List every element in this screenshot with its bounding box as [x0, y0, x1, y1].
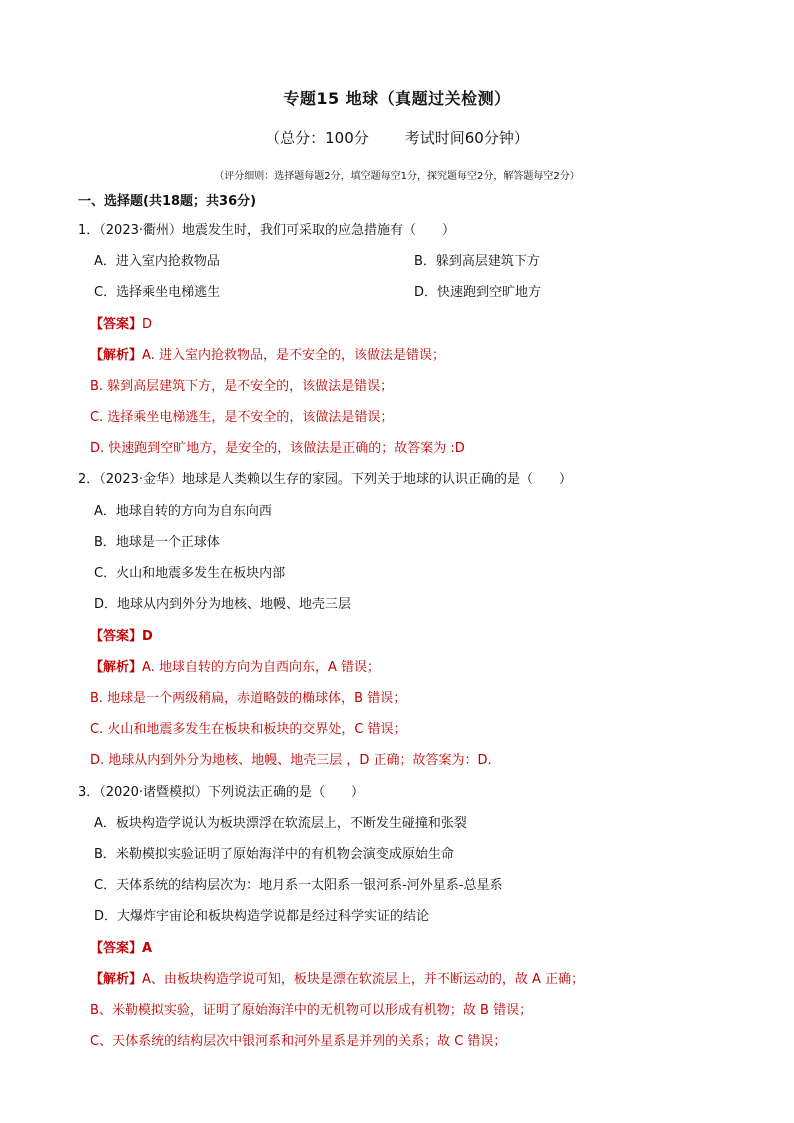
q1-option-d: D．快速跑到空旷地方	[414, 285, 542, 300]
q1-option-b: B．躲到高层建筑下方	[414, 254, 540, 269]
q1-option-c: C．选择乘坐电梯逃生	[94, 285, 221, 300]
page-title: 专题15 地球（真题过关检测）	[283, 89, 511, 108]
q1-analysis-line: 【解析】A. 进入室内抢救物品，是不安全的，该做法是错误；	[90, 348, 445, 363]
q3-analysis-line: B、米勒模拟实验，证明了原始海洋中的无机物可以形成有机物；故 B 错误；	[90, 1003, 533, 1018]
q2-analysis-line: D. 地球从内到外分为地核、地幔、地壳三层 ，D 正确；故答案为：D.	[90, 753, 492, 768]
question-3-stem: 3．（2020·诸暨模拟）下列说法正确的是（ ）	[78, 785, 364, 800]
question-2-stem: 2．（2023·金华）地球是人类赖以生存的家园。下列关于地球的认识正确的是（ ）	[78, 472, 572, 487]
q3-option-a: A．板块构造学说认为板块漂浮在软流层上，不断发生碰撞和张裂	[94, 816, 467, 831]
q1-analysis-line: C. 选择乘坐电梯逃生，是不安全的，该做法是错误；	[90, 410, 394, 425]
q2-option-b: B．地球是一个正球体	[94, 535, 220, 550]
q3-analysis-line: 【解析】A、由板块构造学说可知，板块是漂在软流层上，并不断运动的，故 A 正确；	[90, 972, 585, 987]
q2-analysis-line: B. 地球是一个两级稍扁，赤道略鼓的椭球体，B 错误；	[90, 691, 407, 706]
q3-analysis-line: C、天体系统的结构层次中银河系和河外星系是并列的关系；故 C 错误；	[90, 1034, 507, 1049]
q2-option-d: D．地球从内到外分为地核、地幔、地壳三层	[94, 597, 352, 612]
q2-option-a: A．地球自转的方向为自东向西	[94, 504, 272, 519]
total-score: （总分：100分	[265, 129, 369, 147]
q1-analysis-line: D. 快速跑到空旷地方，是安全的，该做法是正确的；故答案为 :D	[90, 441, 465, 456]
q1-option-a: A．进入室内抢救物品	[94, 254, 220, 269]
q3-option-c: C．天体系统的结构层次为：地月系一太阳系一银河系-河外星系-总星系	[94, 878, 503, 893]
question-1-stem: 1．（2023·衢州）地震发生时，我们可采取的应急措施有（ ）	[78, 223, 455, 238]
exam-info	[0, 127, 794, 148]
q3-option-d: D．大爆炸宇宙论和板块构造学说都是经过科学实证的结论	[94, 909, 430, 924]
q3-answer: 【答案】A	[90, 941, 153, 956]
q1-analysis-line: B. 躲到高层建筑下方，是不安全的，该做法是错误；	[90, 379, 394, 394]
q1-answer: 【答案】D	[90, 317, 153, 332]
section-heading: 一、选择题(共18题；共36分)	[78, 194, 257, 209]
q2-analysis-line: 【解析】A. 地球自转的方向为自西向东，A 错误；	[90, 660, 380, 675]
q2-option-c: C．火山和地震多发生在板块内部	[94, 566, 286, 581]
q2-analysis-line: C. 火山和地震多发生在板块和板块的交界处，C 错误；	[90, 722, 407, 737]
scoring-rules: （评分细则：选择题每题2分，填空题每空1分，探究题每空2分，解答题每空2分）	[214, 171, 580, 182]
q3-option-b: B．米勒模拟实验证明了原始海洋中的有机物会演变成原始生命	[94, 847, 454, 862]
exam-time: 考试时间60分钟）	[404, 129, 529, 147]
q2-answer: 【答案】D	[90, 629, 153, 644]
